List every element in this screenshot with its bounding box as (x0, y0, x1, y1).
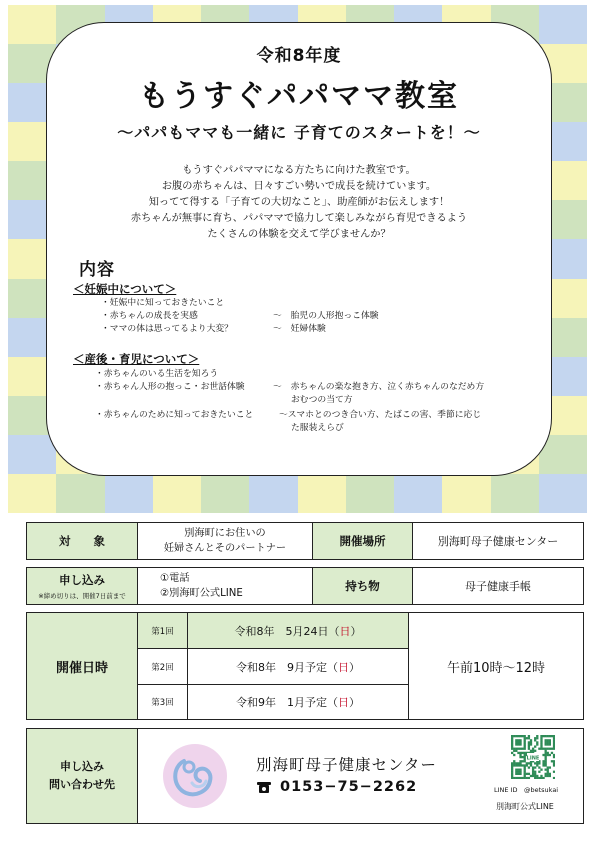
phone-icon (256, 780, 272, 794)
checker-tile (346, 474, 394, 513)
bring-value: 母子健康手帳 (412, 568, 583, 604)
session-number: 第2回 (137, 649, 187, 685)
center-name: 別海町母子健康センター (256, 756, 437, 774)
session-day: 日 (338, 696, 349, 709)
checker-tile (394, 474, 442, 513)
line-caption: 別海町公式LINE (496, 802, 554, 811)
checker-tile (105, 474, 153, 513)
checker-tile (201, 474, 249, 513)
intro-text (47, 163, 551, 243)
session-date-close: ） (350, 624, 362, 638)
checker-tile (298, 474, 346, 513)
phone-row (256, 779, 417, 795)
session-date-text: 令和9年 1月予定（ (236, 696, 338, 709)
postnatal-detail: ～ 赤ちゃんの楽な抱き方、泣く赤ちゃんのなだめ方 (273, 382, 485, 392)
contact-box (26, 728, 584, 824)
line-id: LINE ID @betsukai (494, 786, 559, 794)
checker-tile (491, 474, 539, 513)
intro-line: もうすぐパパママになる方たちに向けた教室です。 (182, 165, 416, 176)
postnatal-heading: ＜産後・育児について＞ (73, 352, 200, 366)
session-date-close: ） (349, 660, 360, 674)
session-time: 午前10時～12時 (408, 613, 583, 719)
checker-tile (249, 474, 297, 513)
target-value-line: 別海町にお住いの (184, 528, 266, 539)
intro-line: たくさんの体験を交えて学びませんか？ (207, 229, 391, 240)
postnatal-item: ・赤ちゃんのいる生活を知ろう (95, 369, 219, 379)
checker-tile (539, 474, 587, 513)
postnatal-detail: ～スマホとのつき合い方、たばこの害、季節に応じ (279, 410, 482, 420)
target-value (137, 523, 312, 559)
intro-line: 赤ちゃんが無事に育ち、パパママで協力して楽しみながら育児できるよう (130, 213, 468, 224)
apply-label-cell (27, 568, 137, 604)
pregnancy-item: ・妊娠中に知っておきたいこと (101, 298, 225, 308)
target-value-line: 妊婦さんとそのパートナー (163, 543, 287, 554)
info-table-target (26, 522, 584, 560)
checker-tile (56, 474, 104, 513)
checker-tile (153, 474, 201, 513)
session-date-close: ） (349, 696, 360, 709)
apply-label: 申し込み (59, 573, 105, 587)
contact-details (137, 729, 583, 823)
pregnancy-activity: ～ 妊婦体験 (273, 324, 326, 334)
phone-number: 0153−75−2262 (280, 779, 418, 795)
checker-tile (8, 435, 56, 474)
info-table-schedule (26, 612, 584, 720)
info-table-apply (26, 567, 584, 605)
apply-method: ②別海町公式LINE (160, 588, 243, 599)
session-date-text: 令和8年 9月予定（ (236, 660, 338, 674)
checker-tile (8, 474, 56, 513)
qr-line-label: LINE (526, 755, 540, 762)
apply-methods (137, 568, 312, 604)
content-heading: 内容 (79, 260, 115, 280)
poster-panel (46, 22, 552, 476)
subtitle: ～パパもママも一緒に 子育てのスタートを！～ (117, 123, 481, 142)
intro-line: 知ってて得する「子育ての大切なこと」、助産師がお伝えします！ (148, 197, 450, 208)
session-day: 日 (339, 624, 351, 638)
bring-label: 持ち物 (312, 568, 412, 604)
apply-note: ※締め切りは、開催7日前まで (38, 592, 126, 600)
session-day: 日 (338, 660, 349, 674)
fiscal-year: 令和8年度 (256, 46, 342, 66)
session-number: 第3回 (137, 685, 187, 719)
target-label: 対 象 (27, 523, 137, 559)
checker-tile (442, 474, 490, 513)
page-title: もうすぐパパママ教室 (139, 79, 459, 114)
contact-label-line: 問い合わせ先 (49, 778, 115, 791)
contact-label-line: 申し込み (60, 760, 104, 773)
line-qr-code[interactable] (511, 735, 555, 779)
postnatal-item: ・赤ちゃん人形の抱っこ・お世話体験 (95, 382, 245, 392)
session-number: 第1回 (137, 613, 187, 649)
apply-method: ①電話 (160, 573, 190, 584)
contact-label (27, 729, 137, 823)
venue-value: 別海町母子健康センター (412, 523, 583, 559)
pregnancy-heading: ＜妊娠中について＞ (73, 282, 177, 296)
session-date (187, 685, 408, 719)
schedule-label: 開催日時 (27, 613, 137, 719)
venue-label: 開催場所 (312, 523, 412, 559)
pregnancy-item: ・ママの体は思ってるより大変？ (101, 324, 233, 334)
health-center-logo (162, 743, 228, 809)
pregnancy-activity: ～ 胎児の人形抱っこ体験 (273, 311, 379, 321)
postnatal-detail: た服装えらび (291, 423, 344, 433)
pregnancy-item: ・赤ちゃんの成長を実感 (101, 311, 198, 321)
session-date-text: 令和8年 5月24日（ (234, 624, 340, 638)
session-date (187, 613, 408, 649)
postnatal-detail: おむつの当て方 (291, 395, 353, 405)
checker-tile (8, 5, 56, 44)
postnatal-item: ・赤ちゃんのために知っておきたいこと (95, 410, 254, 420)
checker-tile (539, 5, 587, 44)
session-date (187, 649, 408, 685)
intro-line: お腹の赤ちゃんは、日々すごい勢いで成長を続けています。 (161, 181, 437, 192)
